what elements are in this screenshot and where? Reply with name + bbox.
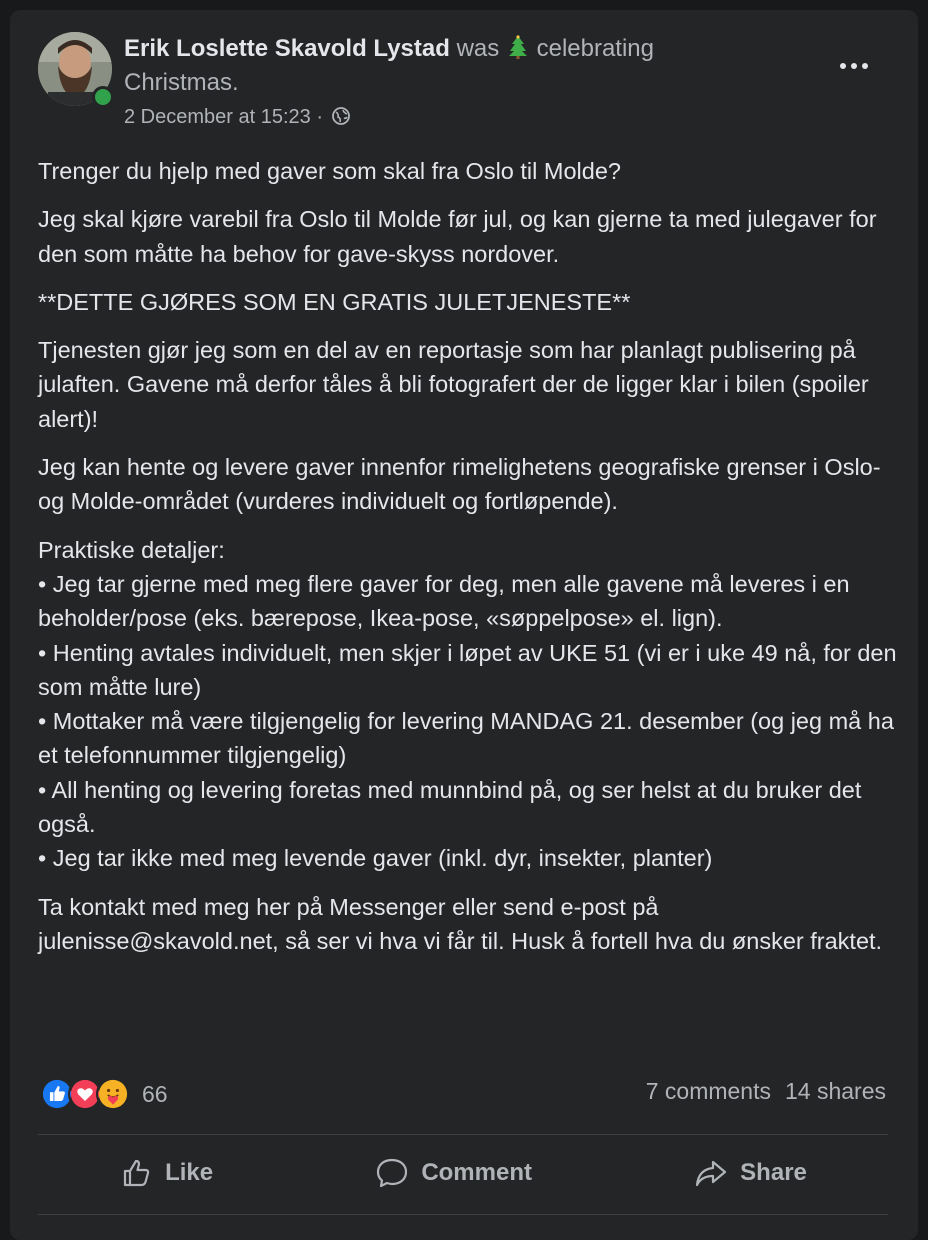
engagement-stats [646,1078,886,1105]
divider [38,1214,888,1215]
comment-label: Comment [421,1159,532,1186]
reaction-count: 66 [142,1080,168,1107]
activity-text: celebrating Christmas. [124,35,655,96]
post-meta [124,104,351,130]
reactions-summary[interactable] [40,1076,168,1112]
care-reaction-icon [96,1077,130,1111]
comment-icon [375,1156,409,1190]
post-paragraph: Trenger du hjelp med gaver som skal fra Oslo til Molde? [38,158,621,184]
online-status-indicator [92,86,114,108]
more-dot [840,63,846,69]
shares-count-link[interactable]: 14 shares [784,1078,886,1104]
post-paragraph-details: Praktiske detaljer: • Jeg tar gjerne med meg flere gaver for deg, men alle gavene må leveres i en beholder/pose (eks. bærepose, Ikea-pose, «søppelpose» el. lign). • Henting avtales individuelt, men skjer i løpet av UKE 51 (vi er i uke 49 nå, for den som måtte lure) • Mottaker må være tilgjengelig for levering MANDAG 21. desember (og jeg må ha et telefonnummer tilgjengelig) • All henting og levering foretas med munnbind på, og ser helst at du bruker det også. • Jeg tar ikke med meg levende gaver (inkl. dyr, insekter, planter) [38,536,897,872]
comments-count-link[interactable]: 7 comments [645,1078,771,1104]
like-button[interactable] [119,1156,213,1190]
post-paragraph: **DETTE GJØRES SOM EN GRATIS JULETJENESTE** [38,288,631,315]
timestamp[interactable]: 2 December at 15:23 [124,106,311,128]
post-card [10,10,918,1240]
more-dot [851,63,857,69]
christmas-tree-icon [508,35,528,59]
more-options-icon[interactable] [828,46,880,86]
post-paragraph: Tjenesten gjør jeg som en del av en reportasje som har planlagt publisering på julaften. Gavene må derfor tåles å bli fotografert der de ligger klar i bilen (spoiler alert)! [38,337,869,432]
author-name[interactable]: Erik Loslette Skavold Lystad [124,35,450,62]
post-header [124,32,764,100]
share-icon [694,1156,728,1190]
divider [38,1134,888,1135]
globe-icon[interactable] [331,106,351,126]
post-paragraph: Jeg skal kjøre varebil fra Oslo til Molde før jul, og kan gjerne ta med julegaver for den som måtte ha behov for gave-skyss nordover. [38,206,877,267]
post-paragraph: Ta kontakt med meg her på Messenger eller send e-post på julenisse@skavold.net, så ser vi hva vi får til. Husk å fortell hva du ønsker fraktet. [38,893,883,954]
comment-button[interactable] [375,1156,532,1190]
more-dot [862,63,868,69]
post-body [38,154,898,972]
post-paragraph: Jeg kan hente og levere gaver innenfor rimelighetens geografiske grenser i Oslo- og Molde-området (vurderes individuelt og fortløpende). [38,454,881,515]
thumbs-up-icon [119,1156,153,1190]
activity-prefix: was [456,35,500,62]
share-button[interactable] [694,1156,807,1190]
like-label: Like [165,1159,214,1186]
share-label: Share [740,1159,807,1186]
meta-separator: · [316,106,324,128]
action-bar [38,1142,888,1204]
